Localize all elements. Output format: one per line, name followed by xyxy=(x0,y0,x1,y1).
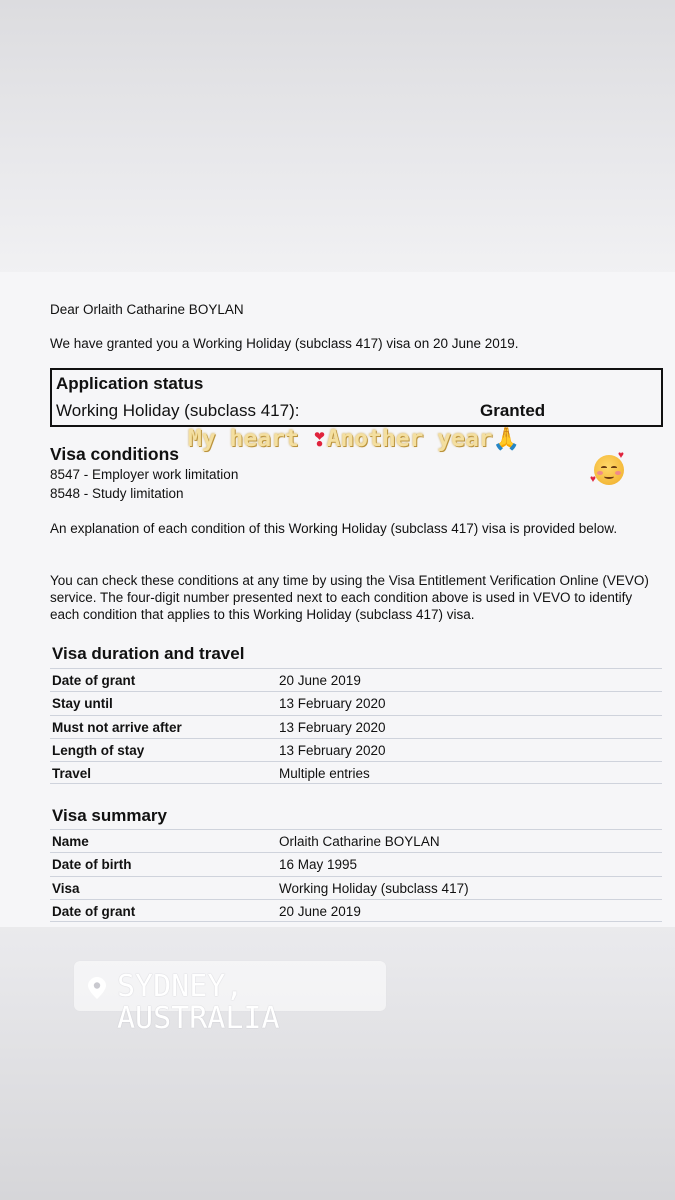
row-label: Date of birth xyxy=(52,857,132,873)
row-value: 13 February 2020 xyxy=(279,696,386,712)
location-label: SYDNEY, AUSTRALIA xyxy=(117,969,280,1036)
story-text-sticker[interactable] xyxy=(188,426,520,452)
row-value: 20 June 2019 xyxy=(279,673,361,688)
table-row xyxy=(50,899,662,922)
location-sticker[interactable] xyxy=(74,961,386,1036)
status-title: Application status xyxy=(56,374,204,393)
sticker-text: Another year xyxy=(326,426,493,452)
table-row xyxy=(50,761,662,784)
row-label: Stay until xyxy=(52,696,113,712)
row-label: Travel xyxy=(52,766,92,782)
table-row xyxy=(50,829,662,852)
map-pin-icon xyxy=(88,977,106,999)
status-label: Working Holiday (subclass 417): xyxy=(56,401,300,420)
row-label: Date of grant xyxy=(52,903,136,919)
row-label: Name xyxy=(52,834,89,849)
application-status-box xyxy=(50,368,663,427)
table-row xyxy=(50,738,662,761)
status-value: Granted xyxy=(480,401,546,420)
table-row xyxy=(50,852,662,875)
smiling-face-with-hearts-icon: ♥ ♥ xyxy=(590,450,624,485)
grant-intro: We have granted you a Working Holiday (subclass 417) visa on 20 June 2019. xyxy=(50,336,519,351)
table-row xyxy=(50,715,662,738)
vevo-paragraph: You can check these conditions at any time by using the Visa Entitlement Verification Online (VEVO) service. The four-digit number presented next to each condition above is used in VEVO to identify each condition that applies to this Working Holiday (subclass 417) visa. xyxy=(50,573,649,622)
visa-summary-heading: Visa summary xyxy=(52,806,167,825)
explanation-paragraph: An explanation of each condition of this Working Holiday (subclass 417) visa is provided below. xyxy=(50,521,618,536)
row-value: Working Holiday (subclass 417) xyxy=(279,880,469,896)
row-value: 13 February 2020 xyxy=(279,742,386,758)
table-row xyxy=(50,876,662,899)
visa-summary-table xyxy=(50,829,662,922)
visa-duration-table xyxy=(50,668,662,784)
salutation: Dear Orlaith Catharine BOYLAN xyxy=(50,302,244,317)
row-label: Visa xyxy=(52,880,80,896)
row-value: 20 June 2019 xyxy=(279,903,361,919)
row-value: 16 May 1995 xyxy=(279,857,358,873)
table-row xyxy=(50,691,662,714)
visa-conditions-heading: Visa conditions xyxy=(50,444,180,464)
visa-duration-heading: Visa duration and travel xyxy=(52,644,245,663)
row-label: Must not arrive after xyxy=(52,719,182,735)
folded-hands-icon: 🙏 xyxy=(492,427,521,452)
condition-item: 8548 - Study limitation xyxy=(50,486,184,501)
heart-exclamation-icon: ❣ xyxy=(312,426,327,452)
condition-item: 8547 - Employer work limitation xyxy=(50,467,239,482)
sticker-text: My heart xyxy=(188,426,313,452)
row-label: Date of grant xyxy=(52,673,136,688)
row-value: 13 February 2020 xyxy=(279,719,386,735)
table-row xyxy=(50,668,662,691)
row-value: Orlaith Catharine BOYLAN xyxy=(279,834,440,849)
row-value: Multiple entries xyxy=(279,766,370,782)
row-label: Length of stay xyxy=(52,742,145,758)
